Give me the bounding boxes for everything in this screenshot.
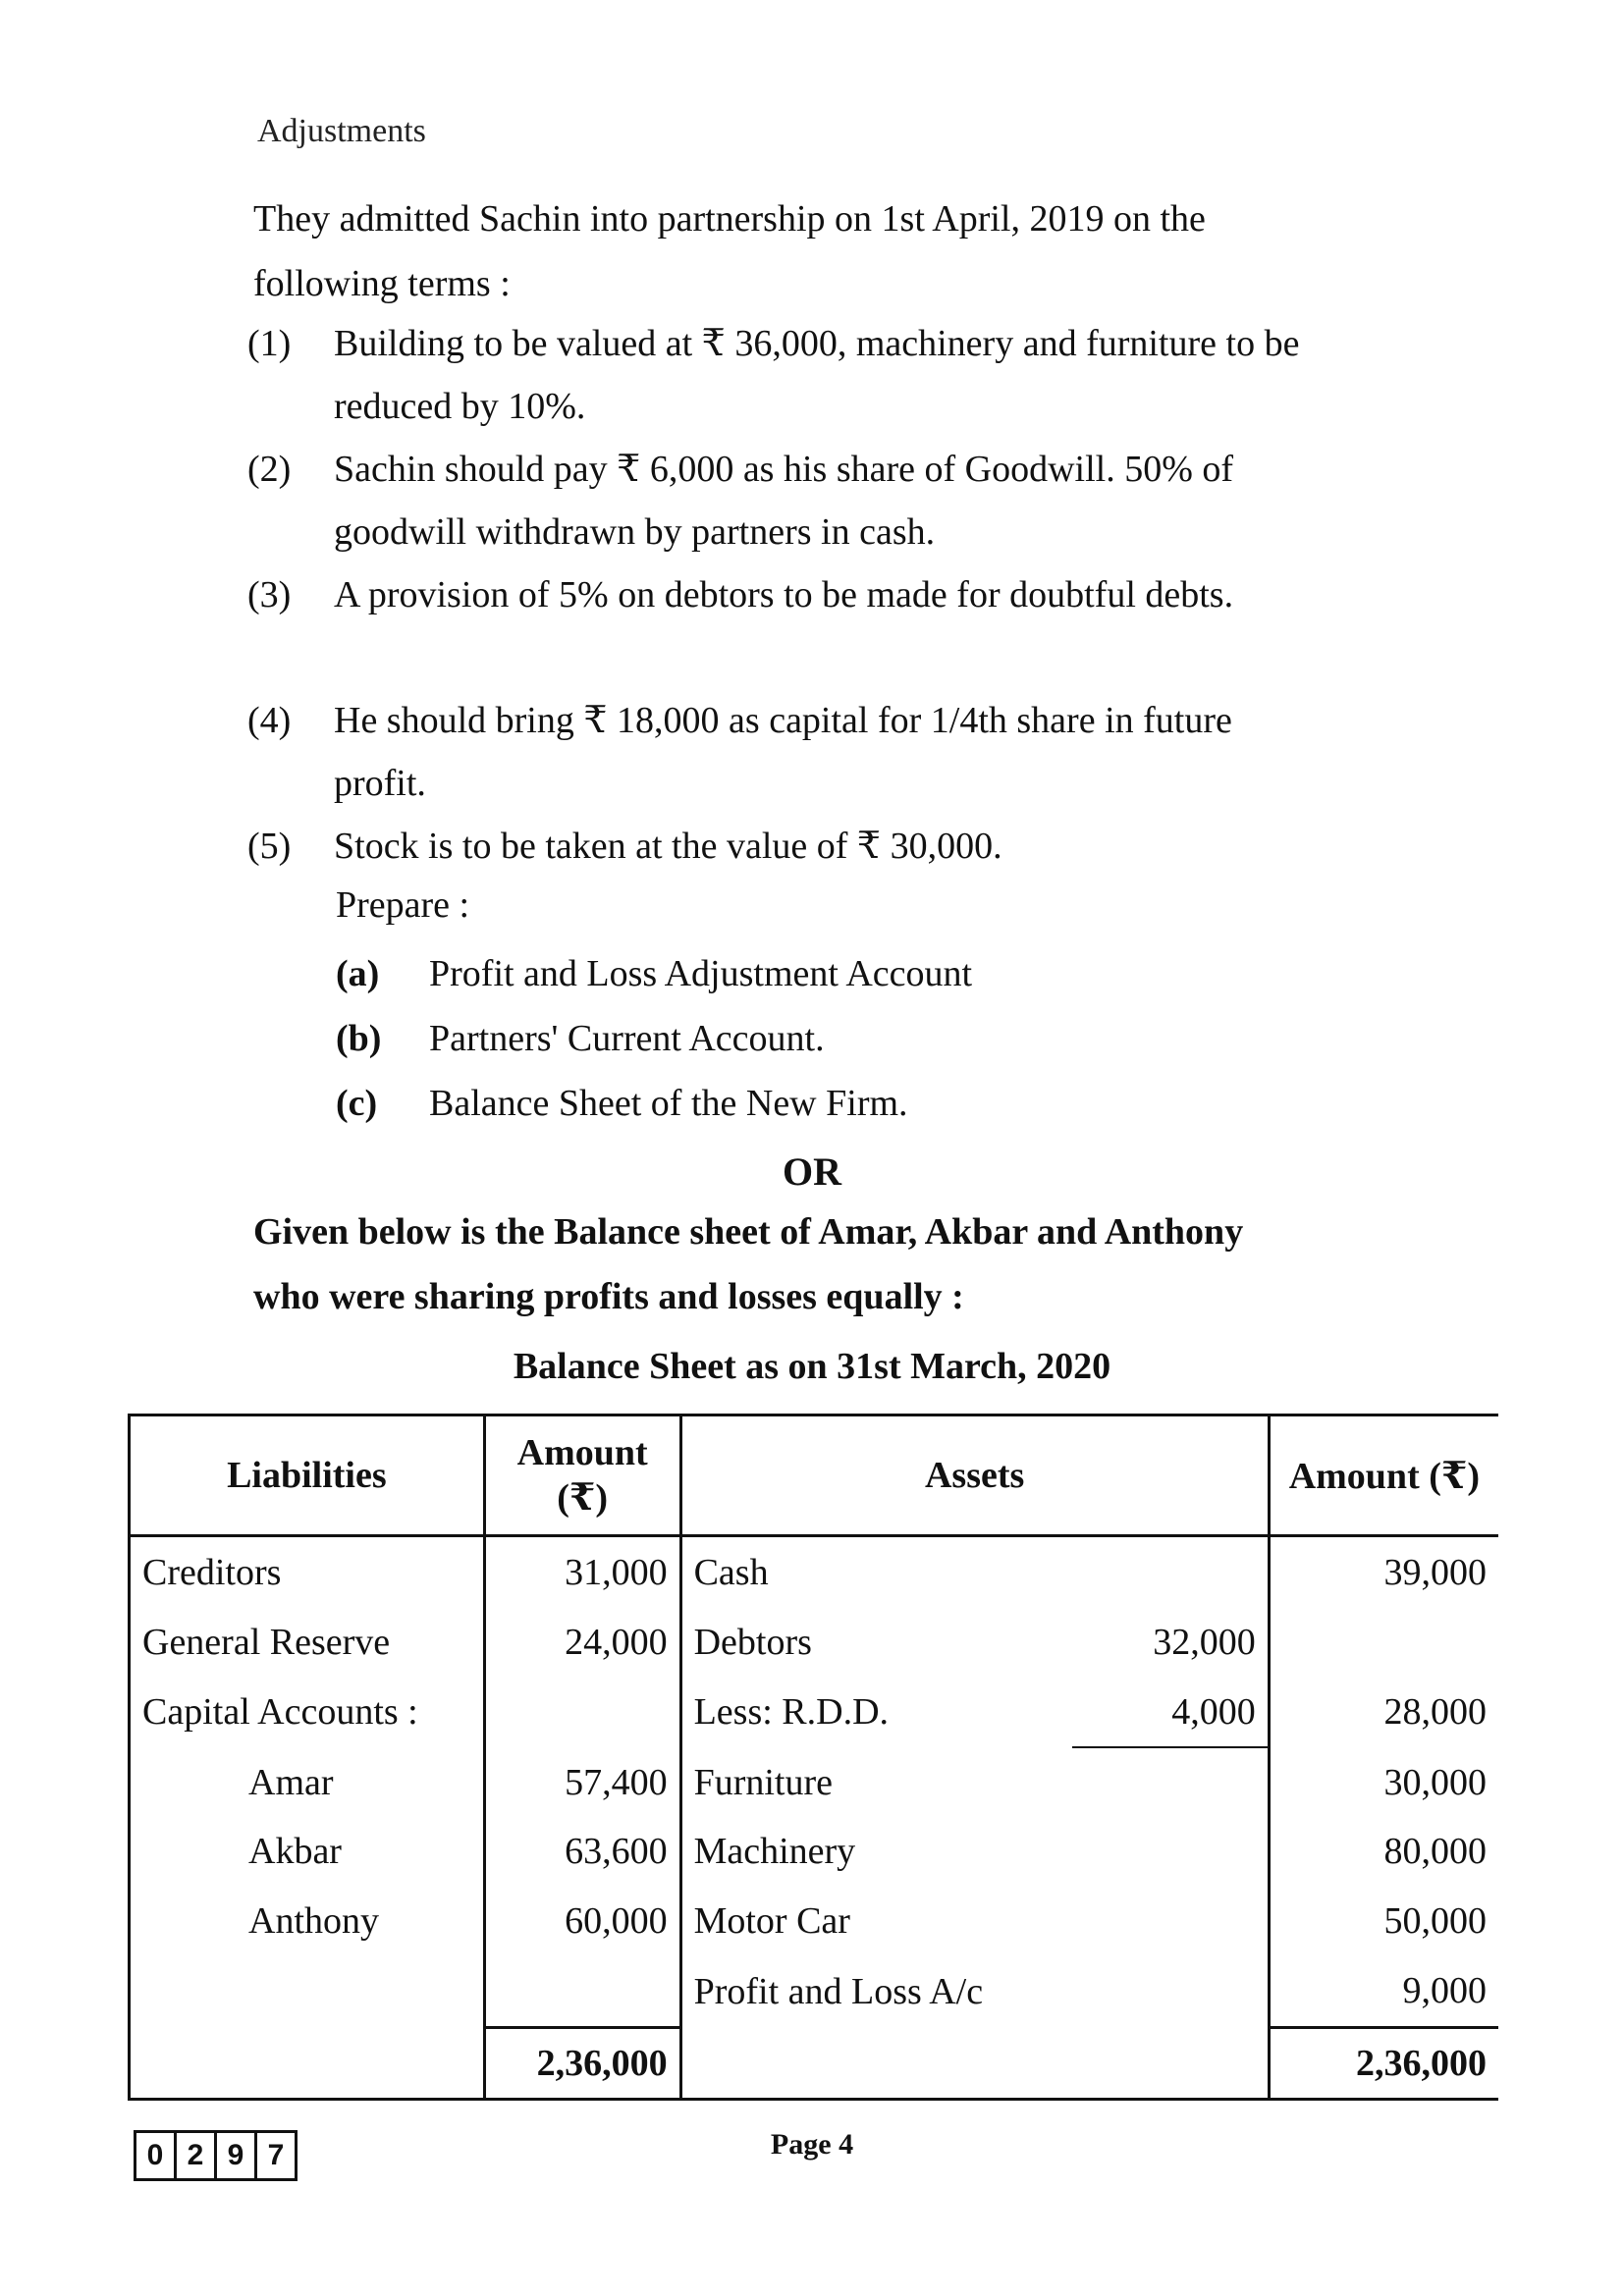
asset-amount: 39,000	[1383, 1551, 1487, 1593]
liability-amount: 57,400	[484, 1747, 680, 1817]
term-text: Building to be valued at ₹ 36,000, machinery and furniture to be reduced by 10%.	[334, 323, 1300, 427]
term-number: (3)	[247, 574, 292, 615]
term-text: Sachin should pay ₹ 6,000 as his share of Goodwill. 50% of goodwill withdrawn by partners in cash.	[334, 449, 1234, 553]
prepare-item-c	[336, 1082, 908, 1125]
table-row	[130, 1536, 1499, 1608]
term-item-4	[247, 689, 1318, 815]
prepare-item-label: (b)	[336, 1018, 382, 1059]
liability-amount: 60,000	[484, 1887, 680, 1956]
code-digit: 0	[134, 2130, 177, 2181]
header-amount-left: Amount (₹)	[484, 1415, 680, 1536]
asset-cell: Furniture	[693, 1761, 834, 1803]
table-row	[130, 1817, 1499, 1887]
total-left: 2,36,000	[484, 2028, 680, 2100]
adjustments-heading: Adjustments	[257, 113, 426, 149]
header-amount-right: Amount (₹)	[1269, 1415, 1498, 1536]
prepare-item-text: Partners' Current Account.	[429, 1018, 825, 1059]
asset-sub-amount	[1072, 1817, 1269, 1887]
liability-amount	[484, 1955, 680, 2027]
total-spacer	[130, 2028, 485, 2100]
liability-amount: 24,000	[484, 1608, 680, 1678]
asset-cell: Profit and Loss A/c	[693, 1970, 984, 2012]
liability-cell: Amar	[130, 1747, 485, 1817]
prepare-item-text: Balance Sheet of the New Firm.	[429, 1083, 908, 1124]
term-text: Stock is to be taken at the value of ₹ 30,000.	[334, 826, 1002, 867]
prepare-item-label: (a)	[336, 953, 380, 994]
prepare-item-text: Profit and Loss Adjustment Account	[429, 953, 973, 994]
term-text: A provision of 5% on debtors to be made for doubtful debts.	[334, 574, 1234, 615]
asset-sub-amount: 32,000	[1072, 1608, 1269, 1678]
asset-amount: 30,000	[1383, 1761, 1487, 1803]
table-row	[130, 1747, 1499, 1817]
asset-cell: Less: R.D.D.	[693, 1691, 890, 1734]
liability-cell: Capital Accounts :	[130, 1677, 485, 1747]
liability-cell	[130, 1955, 485, 2027]
prepare-item-b	[336, 1017, 825, 1060]
asset-amount: 9,000	[1402, 1970, 1487, 2012]
asset-amount: 50,000	[1383, 1900, 1487, 1943]
term-number: (2)	[247, 449, 292, 490]
term-item-2	[247, 438, 1318, 563]
page-number: Page 4	[770, 2128, 854, 2161]
asset-sub-amount	[1072, 1955, 1269, 2027]
liability-amount	[484, 1677, 680, 1747]
liability-cell: Anthony	[130, 1887, 485, 1956]
table-row	[130, 1608, 1499, 1678]
or-separator: OR	[783, 1149, 841, 1194]
total-right: 2,36,000	[1269, 2028, 1498, 2100]
term-item-5	[247, 815, 1318, 878]
term-number: (5)	[247, 826, 292, 867]
liability-amount: 63,600	[484, 1817, 680, 1887]
total-spacer	[680, 2028, 1072, 2100]
header-assets: Assets	[680, 1415, 1269, 1536]
balance-sheet-title: Balance Sheet as on 31st March, 2020	[513, 1346, 1111, 1387]
intro-paragraph: They admitted Sachin into partnership on 1st April, 2019 on the following terms :	[253, 198, 1206, 304]
liability-amount: 31,000	[484, 1536, 680, 1608]
asset-cell: Debtors	[693, 1621, 812, 1663]
asset-sub-amount	[1072, 1887, 1269, 1956]
table-row	[130, 1677, 1499, 1747]
prepare-label: Prepare :	[336, 884, 470, 926]
code-digit: 7	[254, 2130, 298, 2181]
table-header-row	[130, 1415, 1499, 1536]
asset-cell: Cash	[693, 1551, 769, 1593]
given-paragraph: Given below is the Balance sheet of Amar, Akbar and Anthony who were sharing profits and losses equally :	[253, 1211, 1244, 1317]
code-digit: 2	[174, 2130, 217, 2181]
header-liabilities: Liabilities	[130, 1415, 485, 1536]
liability-cell: General Reserve	[130, 1608, 485, 1678]
liability-cell: Creditors	[130, 1536, 485, 1608]
liability-cell: Akbar	[130, 1817, 485, 1887]
term-number: (1)	[247, 323, 292, 364]
table-row	[130, 1955, 1499, 2027]
term-number: (4)	[247, 700, 292, 741]
prepare-item-a	[336, 952, 972, 995]
asset-amount	[1269, 1608, 1498, 1678]
asset-amount: 28,000	[1383, 1691, 1487, 1734]
term-item-3	[247, 563, 1318, 626]
table-total-row	[130, 2028, 1499, 2100]
code-digit: 9	[214, 2130, 257, 2181]
table-row	[130, 1887, 1499, 1956]
asset-sub-amount	[1072, 1536, 1269, 1608]
total-spacer	[1072, 2028, 1269, 2100]
prepare-item-label: (c)	[336, 1083, 378, 1124]
balance-sheet-table	[128, 1414, 1498, 2101]
asset-cell: Machinery	[693, 1831, 856, 1873]
asset-amount: 80,000	[1383, 1831, 1487, 1873]
asset-cell: Motor Car	[693, 1900, 850, 1943]
asset-sub-amount	[1072, 1747, 1269, 1817]
asset-sub-amount: 4,000	[1072, 1677, 1269, 1747]
term-text: He should bring ₹ 18,000 as capital for 1/4th share in future profit.	[334, 700, 1232, 804]
term-item-1	[247, 312, 1318, 438]
